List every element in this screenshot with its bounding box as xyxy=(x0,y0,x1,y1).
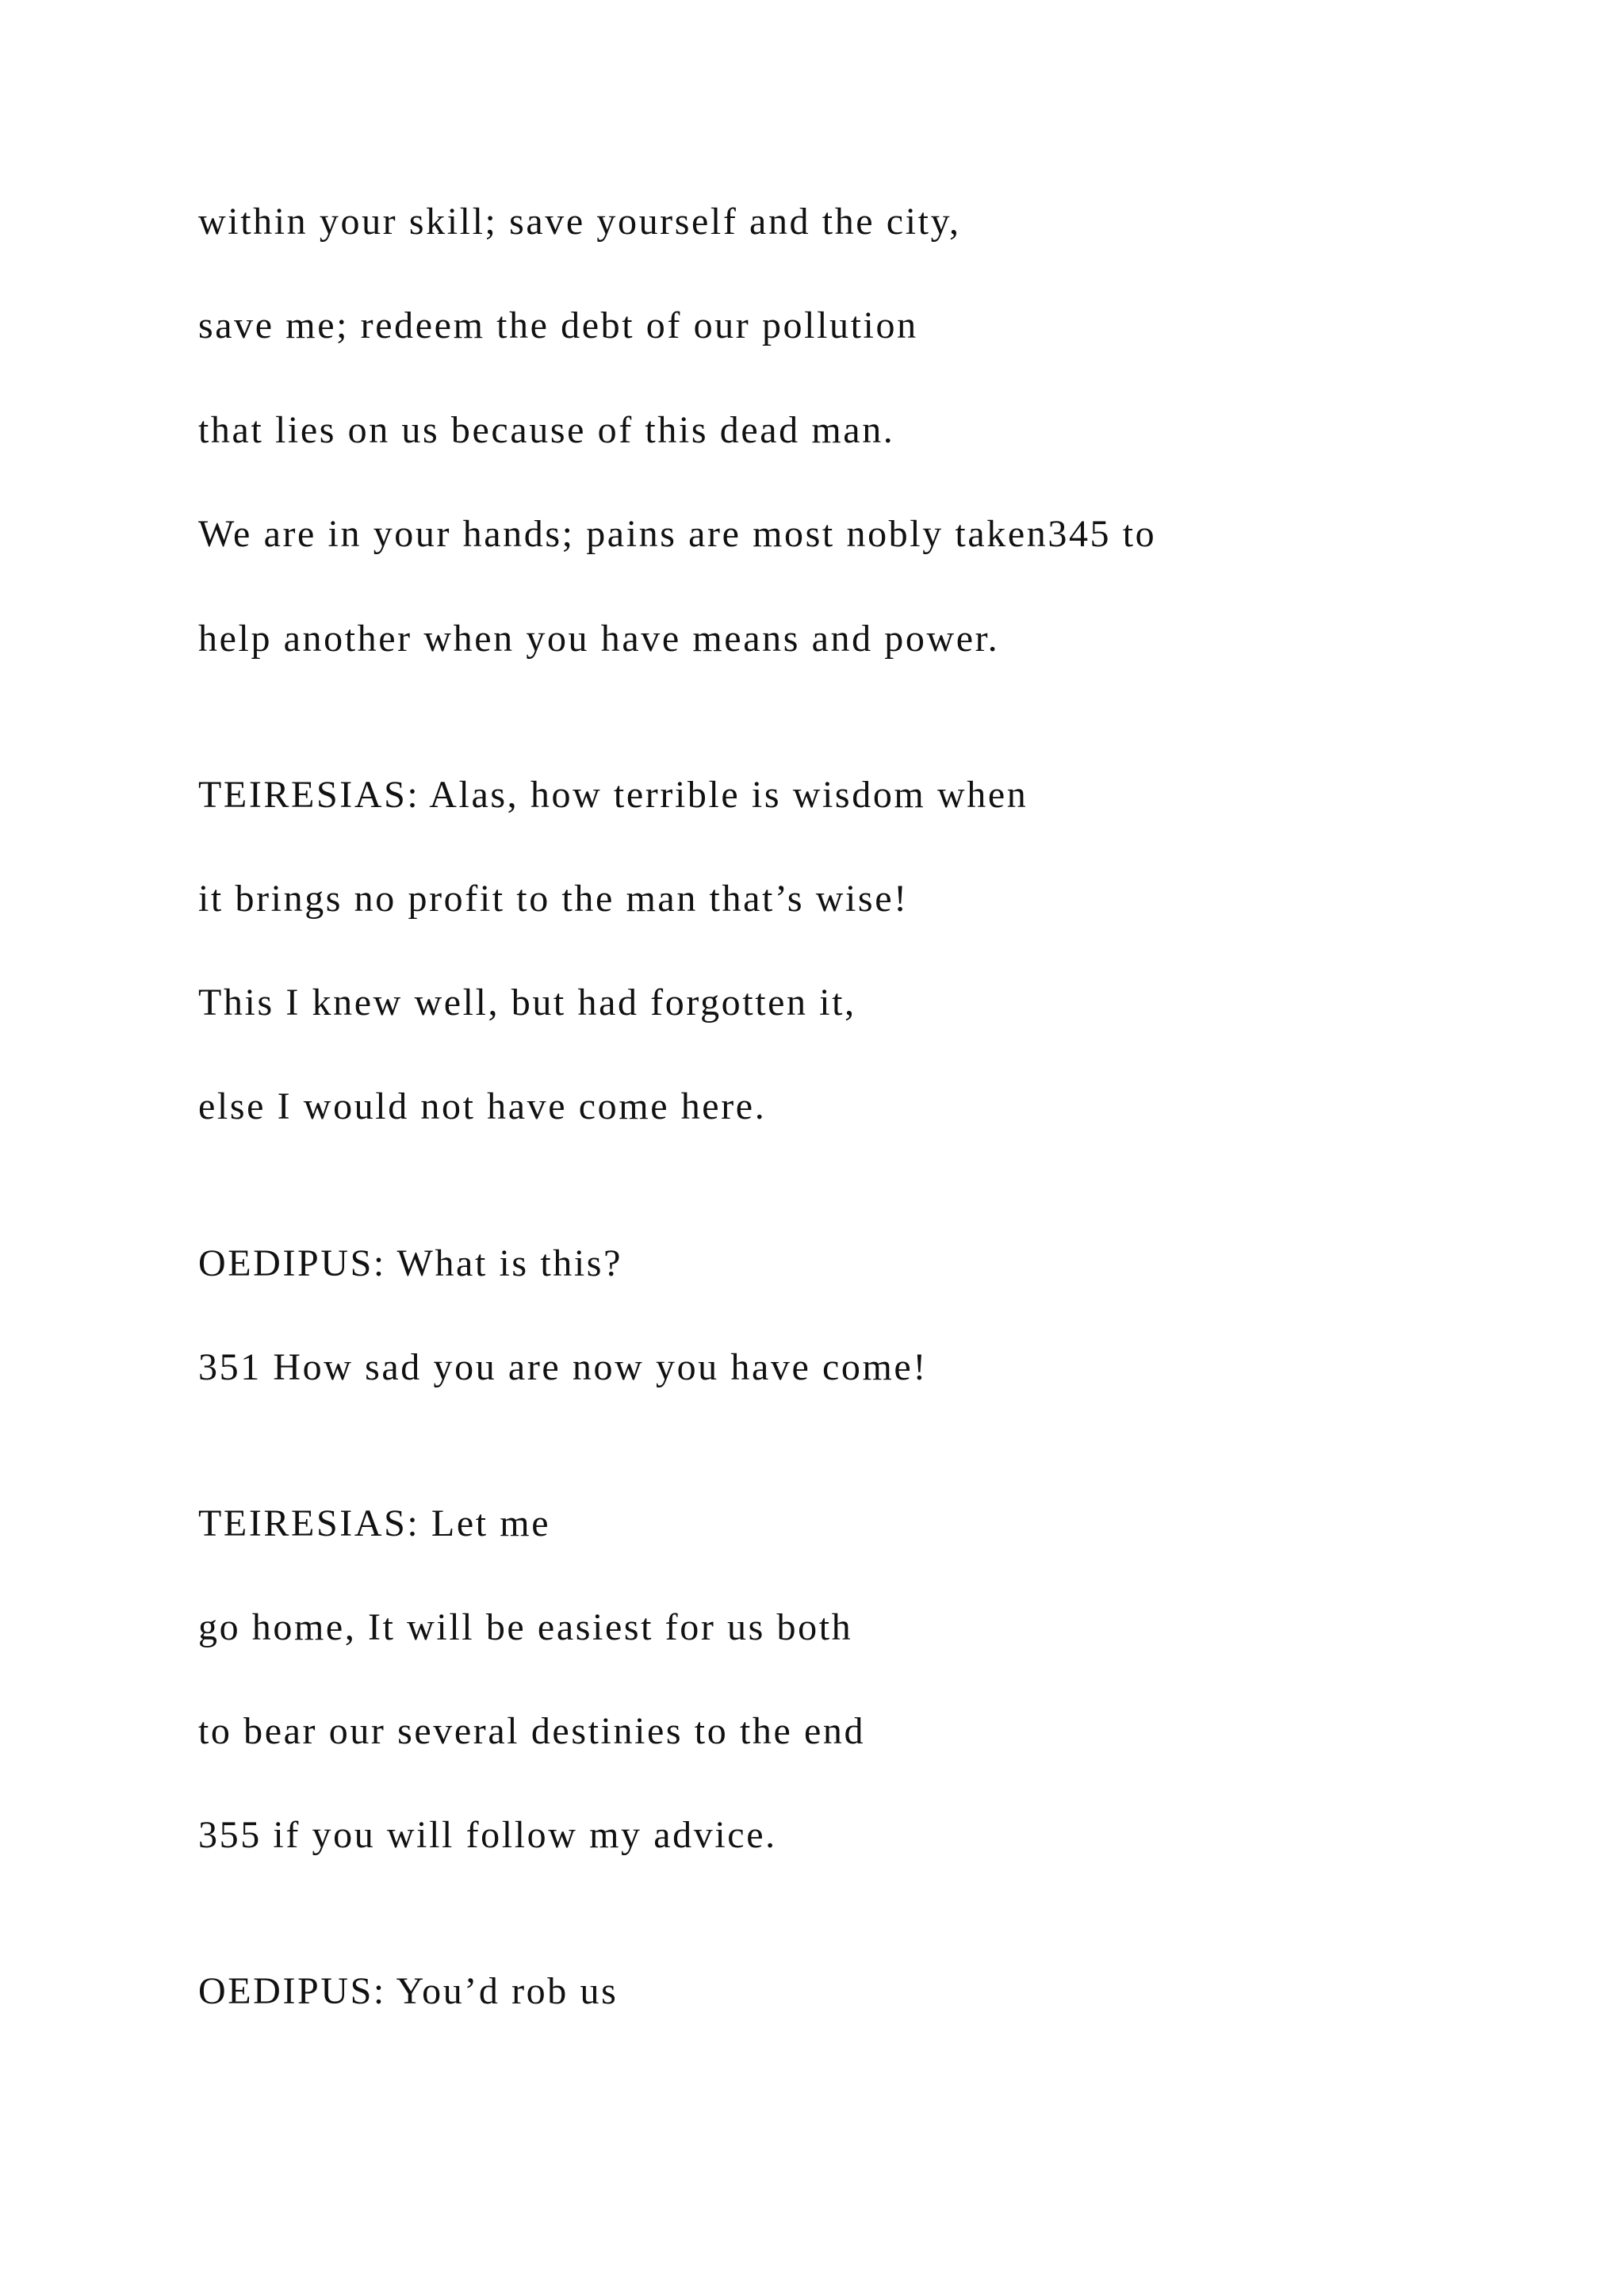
speaker-line: TEIRESIAS: Let me xyxy=(198,1502,551,1544)
text-line: save me; redeem the debt of our pollution xyxy=(198,304,918,346)
text-line: help another when you have means and power. xyxy=(198,618,1000,660)
text-line: within your skill; save yourself and the city, xyxy=(198,201,961,243)
text-line: to bear our several destinies to the end xyxy=(198,1710,866,1752)
speaker-line: TEIRESIAS: Alas, how terrible is wisdom when xyxy=(198,774,1028,816)
text-line: go home, It will be easiest for us both xyxy=(198,1606,853,1648)
speaker-line: OEDIPUS: What is this? xyxy=(198,1242,622,1284)
text-line: We are in your hands; pains are most nobly taken345 to xyxy=(198,513,1157,555)
text-line: it brings no profit to the man that’s wise! xyxy=(198,878,909,920)
text-line: else I would not have come here. xyxy=(198,1085,767,1127)
text-line: that lies on us because of this dead man. xyxy=(198,409,895,451)
text-line: 355 if you will follow my advice. xyxy=(198,1814,777,1856)
speaker-line: OEDIPUS: You’d rob us xyxy=(198,1970,619,2012)
text-line: This I knew well, but had forgotten it, xyxy=(198,982,856,1024)
text-line: 351 How sad you are now you have come! xyxy=(198,1346,928,1388)
